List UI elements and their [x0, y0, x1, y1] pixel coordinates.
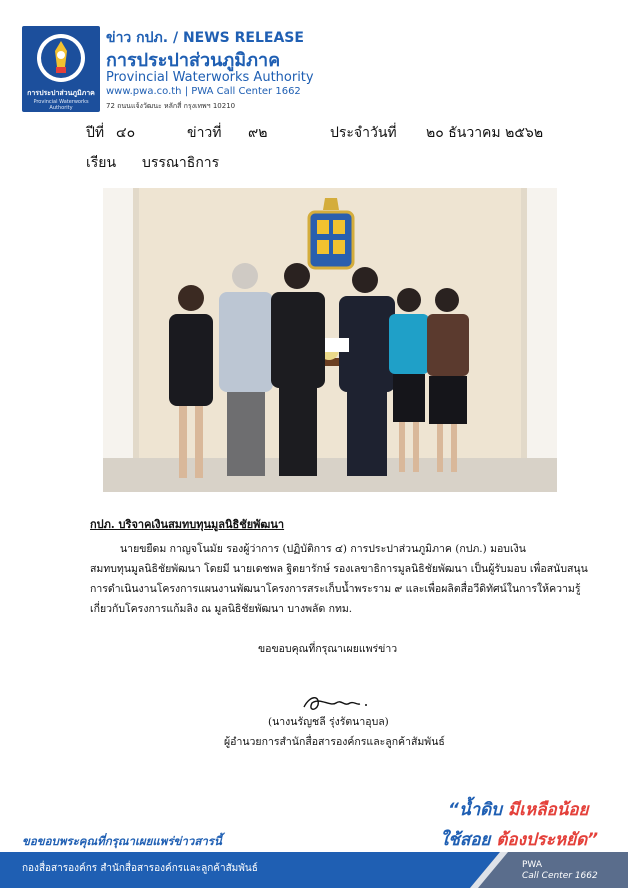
- org-address: 72 ถนนแจ้งวัฒนะ หลักสี่ กรุงเทพฯ 10210: [106, 102, 236, 110]
- footer-thanks: ขอขอบพระคุณที่กรุณาเผยแพร่ข่าวสารนี้: [22, 834, 222, 848]
- pwa-emblem-icon: [35, 31, 87, 87]
- article-line-4: เกี่ยวกับโครงการแก้มลิง ณ มูลนิธิชัยพัฒนา บางพลัด กทม.: [90, 603, 353, 615]
- logo-text-en: Provincial Waterworks Authority: [33, 99, 89, 111]
- news-photo: [103, 188, 557, 492]
- recipient-label: เรียน: [86, 155, 117, 171]
- article-line-1: นายขยืดม กาญจโนมัย รองผู้ว่าการ (ปฏิบัติการ ๔) การประปาส่วนภูมิภาค (กปภ.) มอบเงิน: [120, 543, 526, 555]
- article-line-2: สมทบทุนมูลนิธิชัยพัฒนา โดยมี นายเดชพล ฐิตยารักษ์ รองเลขาธิการมูลนิธิชัยพัฒนา เป็นผู้รับมอบ เพื่อสนับสนุน: [90, 563, 588, 575]
- call-center: PWA Call Center 1662: [191, 86, 301, 97]
- date-value: ๒๐ ธันวาคม ๒๕๖๒: [426, 125, 544, 141]
- recipient-value: บรรณาธิการ: [142, 155, 220, 171]
- footer-department: กองสื่อสารองค์กร สำนักสื่อสารองค์กรและลูกค้าสัมพันธ์: [22, 863, 258, 874]
- signatory-title: ผู้อำนวยการสำนักสื่อสารองค์กรและลูกค้าสัมพันธ์: [224, 736, 445, 748]
- org-name-en: Provincial Waterworks Authority: [106, 70, 314, 85]
- thanks-line: ขอขอบคุณที่กรุณาเผยแพร่ข่าว: [258, 643, 398, 655]
- article-headline: กปภ. บริจาคเงินสมทบทุนมูลนิธิชัยพัฒนา: [90, 518, 285, 531]
- date-label: ประจำวันที่: [330, 125, 397, 141]
- footer-pwa-contact: PWA Call Center 1662: [522, 860, 598, 881]
- pwa-logo: [22, 26, 100, 112]
- org-name-th: การประปาส่วนภูมิภาค: [106, 50, 281, 71]
- year-label: ปีที่: [86, 125, 105, 141]
- year-value: ๔๐: [116, 125, 136, 141]
- contact-line: www.pwa.co.th | PWA Call Center 1662: [106, 86, 301, 97]
- handwritten-signature: [300, 693, 370, 715]
- news-release-label: ข่าว กปภ. / NEWS RELEASE: [106, 30, 304, 46]
- website-link[interactable]: www.pwa.co.th: [106, 86, 182, 97]
- slogan-line-1: “น้ำดิบ มีเหลือน้อย: [448, 800, 589, 820]
- article-line-3: การดำเนินงานโครงการแผนงานพัฒนาโครงการสระเก็บน้ำพระราม ๙ และเพื่อผลิตสื่อวีดิทัศน์ในการให้ความรู้: [90, 583, 581, 595]
- logo-text-th: การประปาส่วนภูมิภาค: [27, 89, 95, 97]
- slogan-line-2: ใช้สอย ต้องประหยัด”: [440, 830, 599, 850]
- news-no-value: ๙๒: [248, 125, 268, 141]
- signatory-name: (นางนรัญชลี รุ่งรัตนาอุบล): [268, 716, 389, 728]
- news-no-label: ข่าวที่: [187, 125, 222, 141]
